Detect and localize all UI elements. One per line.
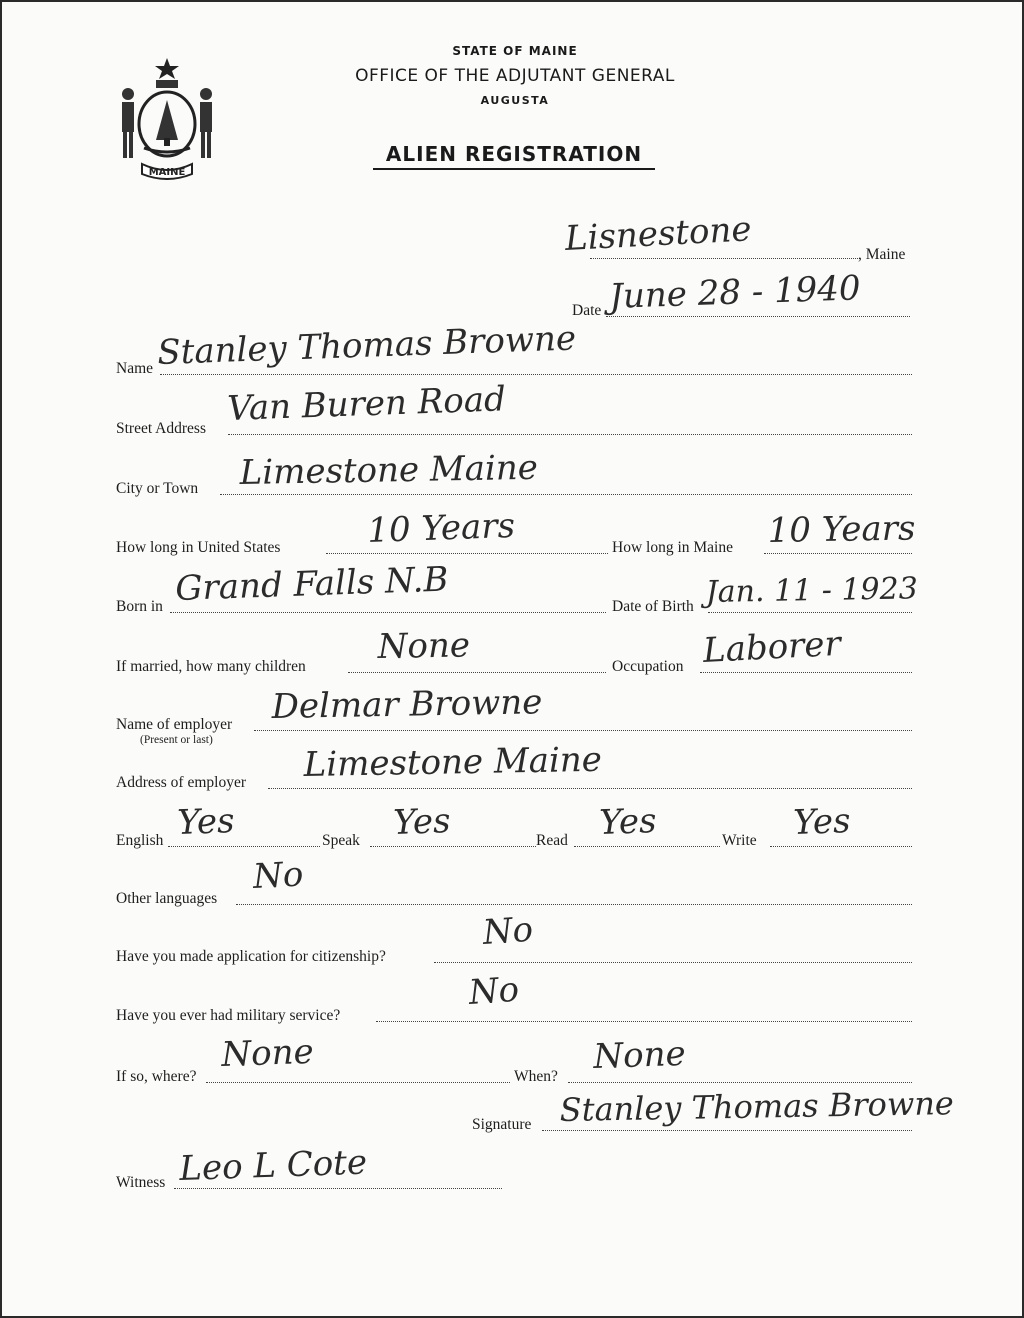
- how-long-maine-entry: 10 Years: [767, 508, 916, 551]
- occupation-label: Occupation: [612, 658, 684, 675]
- children-label: If married, how many children: [116, 658, 306, 675]
- employer-address-entry: Limestone Maine: [303, 739, 603, 785]
- city-or-town-label: City or Town: [116, 480, 199, 497]
- occupation-entry: Laborer: [702, 623, 842, 671]
- witness-entry: Leo L Cote: [178, 1142, 368, 1189]
- born-in-label: Born in: [116, 598, 163, 615]
- read-line: [574, 846, 720, 847]
- how-long-us-line: [326, 553, 608, 554]
- date-line: [606, 316, 910, 317]
- town-entry: Lisnestone: [564, 209, 753, 259]
- name-entry: Stanley Thomas Browne: [156, 318, 577, 373]
- maine-label: , Maine: [858, 246, 906, 263]
- children-line: [348, 672, 606, 673]
- citizenship-label: Have you made application for citizenship?: [116, 948, 386, 965]
- write-label: Write: [722, 832, 757, 849]
- witness-line: [174, 1188, 502, 1189]
- how-long-us-label: How long in United States: [116, 539, 281, 556]
- speak-label: Speak: [322, 832, 360, 849]
- date-of-birth-label: Date of Birth: [612, 598, 694, 615]
- name-label: Name: [116, 360, 154, 377]
- employer-address-label: Address of employer: [116, 774, 246, 791]
- street-address-label: Street Address: [116, 420, 206, 437]
- city-or-town-entry: Limestone Maine: [239, 447, 539, 493]
- city-or-town-line: [220, 494, 912, 495]
- read-label: Read: [536, 832, 568, 849]
- form-title: ALIEN REGISTRATION: [373, 142, 655, 170]
- other-languages-label: Other languages: [116, 890, 218, 907]
- name-line: [160, 374, 912, 375]
- write-entry: Yes: [792, 801, 852, 843]
- military-entry: No: [467, 969, 521, 1013]
- english-label: English: [116, 832, 164, 849]
- date-entry: June 28 - 1940: [608, 268, 862, 317]
- if-so-where-label: If so, where?: [116, 1068, 197, 1085]
- how-long-maine-line: [764, 553, 912, 554]
- english-entry: Yes: [176, 801, 236, 843]
- when-line: [568, 1082, 912, 1083]
- children-entry: None: [377, 625, 471, 667]
- city-heading: AUGUSTA: [480, 94, 550, 107]
- employer-name-entry: Delmar Browne: [271, 682, 543, 727]
- military-label: Have you ever had military service?: [116, 1007, 341, 1024]
- witness-label: Witness: [116, 1174, 166, 1191]
- svg-text:MAINE: MAINE: [148, 167, 186, 178]
- other-languages-line: [236, 904, 912, 905]
- military-line: [376, 1021, 912, 1022]
- state-heading: STATE OF MAINE: [452, 44, 578, 58]
- when-label: When?: [514, 1068, 558, 1085]
- how-long-us-entry: 10 Years: [366, 505, 516, 551]
- street-address-entry: Van Buren Road: [226, 379, 507, 429]
- town-line: [590, 258, 860, 259]
- employer-note: (Present or last): [140, 734, 213, 746]
- how-long-maine-label: How long in Maine: [612, 539, 733, 556]
- employer-name-label: Name of employer: [116, 716, 233, 733]
- date-of-birth-entry: Jan. 11 - 1923: [705, 571, 919, 610]
- employer-address-line: [268, 788, 912, 789]
- speak-entry: Yes: [392, 801, 452, 843]
- write-line: [770, 846, 912, 847]
- office-heading: OFFICE OF THE ADJUTANT GENERAL: [355, 66, 675, 86]
- street-address-line: [228, 434, 912, 435]
- date-label: Date: [572, 302, 602, 319]
- when-entry: None: [592, 1033, 687, 1077]
- employer-name-line: [254, 730, 912, 731]
- citizenship-line: [434, 962, 912, 963]
- read-entry: Yes: [598, 801, 658, 843]
- occupation-line: [700, 672, 912, 673]
- speak-line: [370, 846, 536, 847]
- other-languages-entry: No: [252, 854, 305, 897]
- born-in-line: [170, 612, 606, 613]
- citizenship-entry: No: [481, 909, 535, 953]
- signature-label: Signature: [472, 1116, 532, 1133]
- if-so-where-line: [206, 1082, 510, 1083]
- date-of-birth-line: [708, 612, 912, 613]
- if-so-where-entry: None: [220, 1031, 315, 1075]
- signature-entry: Stanley Thomas Browne: [559, 1084, 955, 1129]
- maine-state-seal-icon: [108, 52, 226, 180]
- english-line: [168, 846, 320, 847]
- signature-line: [542, 1130, 912, 1131]
- born-in-entry: Grand Falls N.B: [174, 559, 450, 609]
